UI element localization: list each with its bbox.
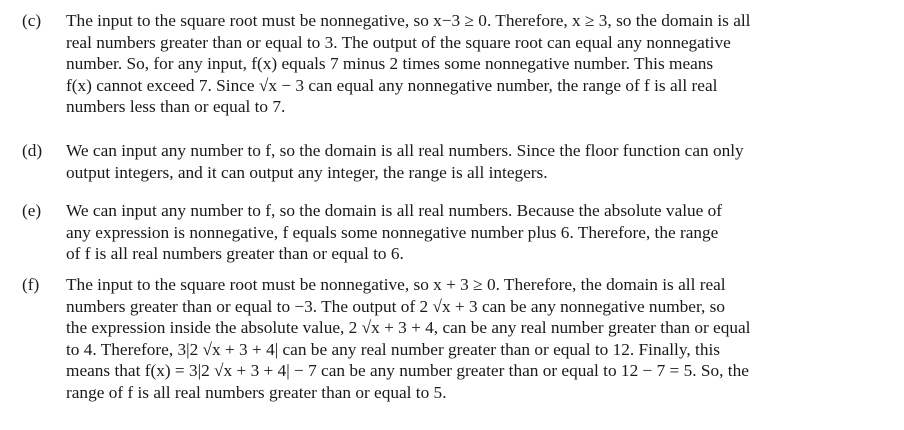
text-line: means that f(x) = 3|2 √x + 3 + 4| − 7 can be any number greater than or equal to 12 − 7 = 5. So, the bbox=[66, 361, 749, 381]
text-line: We can input any number to f, so the domain is all real numbers. Since the floor function can only bbox=[66, 141, 744, 160]
text-line: real numbers greater than or equal to 3. The output of the square root can equal any nonnegative bbox=[66, 32, 731, 52]
text-line: output integers, and it can output any integer, the range is all integers. bbox=[66, 162, 548, 182]
text-line: the expression inside the absolute value, 2 √x + 3 + 4, can be any real number greater than or equal bbox=[66, 318, 751, 338]
text-line: of f is all real numbers greater than or equal to 6. bbox=[66, 244, 404, 264]
text-line: number. So, for any input, f(x) equals 7 minus 2 times some nonnegative number. This means bbox=[66, 54, 714, 74]
text-line: to 4. Therefore, 3|2 √x + 3 + 4| can be any real number greater than or equal to 12. Finally, this bbox=[66, 339, 720, 359]
text-line: The input to the square root must be nonnegative, so x + 3 ≥ 0. Therefore, the domain is all real bbox=[66, 275, 726, 294]
text-line: range of f is all real numbers greater than or equal to 5. bbox=[66, 383, 447, 402]
item-label: (c) bbox=[22, 11, 42, 30]
item-label: (f) bbox=[22, 275, 40, 294]
text-line: any expression is nonnegative, f equals some nonnegative number plus 6. Therefore, the range bbox=[66, 222, 719, 242]
text-line: The input to the square root must be nonnegative, so x−3 ≥ 0. Therefore, x ≥ 3, so the domain is all bbox=[66, 11, 751, 30]
text-line: f(x) cannot exceed 7. Since √x − 3 can equal any nonnegative number, the range of f is all real bbox=[66, 75, 718, 95]
text-line: numbers greater than or equal to −3. The output of 2 √x + 3 can be any nonnegative number, so bbox=[66, 296, 726, 316]
text-line: numbers less than or equal to 7. bbox=[66, 97, 286, 117]
item-label: (e) bbox=[22, 201, 42, 220]
item-label: (d) bbox=[22, 141, 43, 160]
text-line: We can input any number to f, so the domain is all real numbers. Because the absolute value of bbox=[66, 201, 723, 220]
